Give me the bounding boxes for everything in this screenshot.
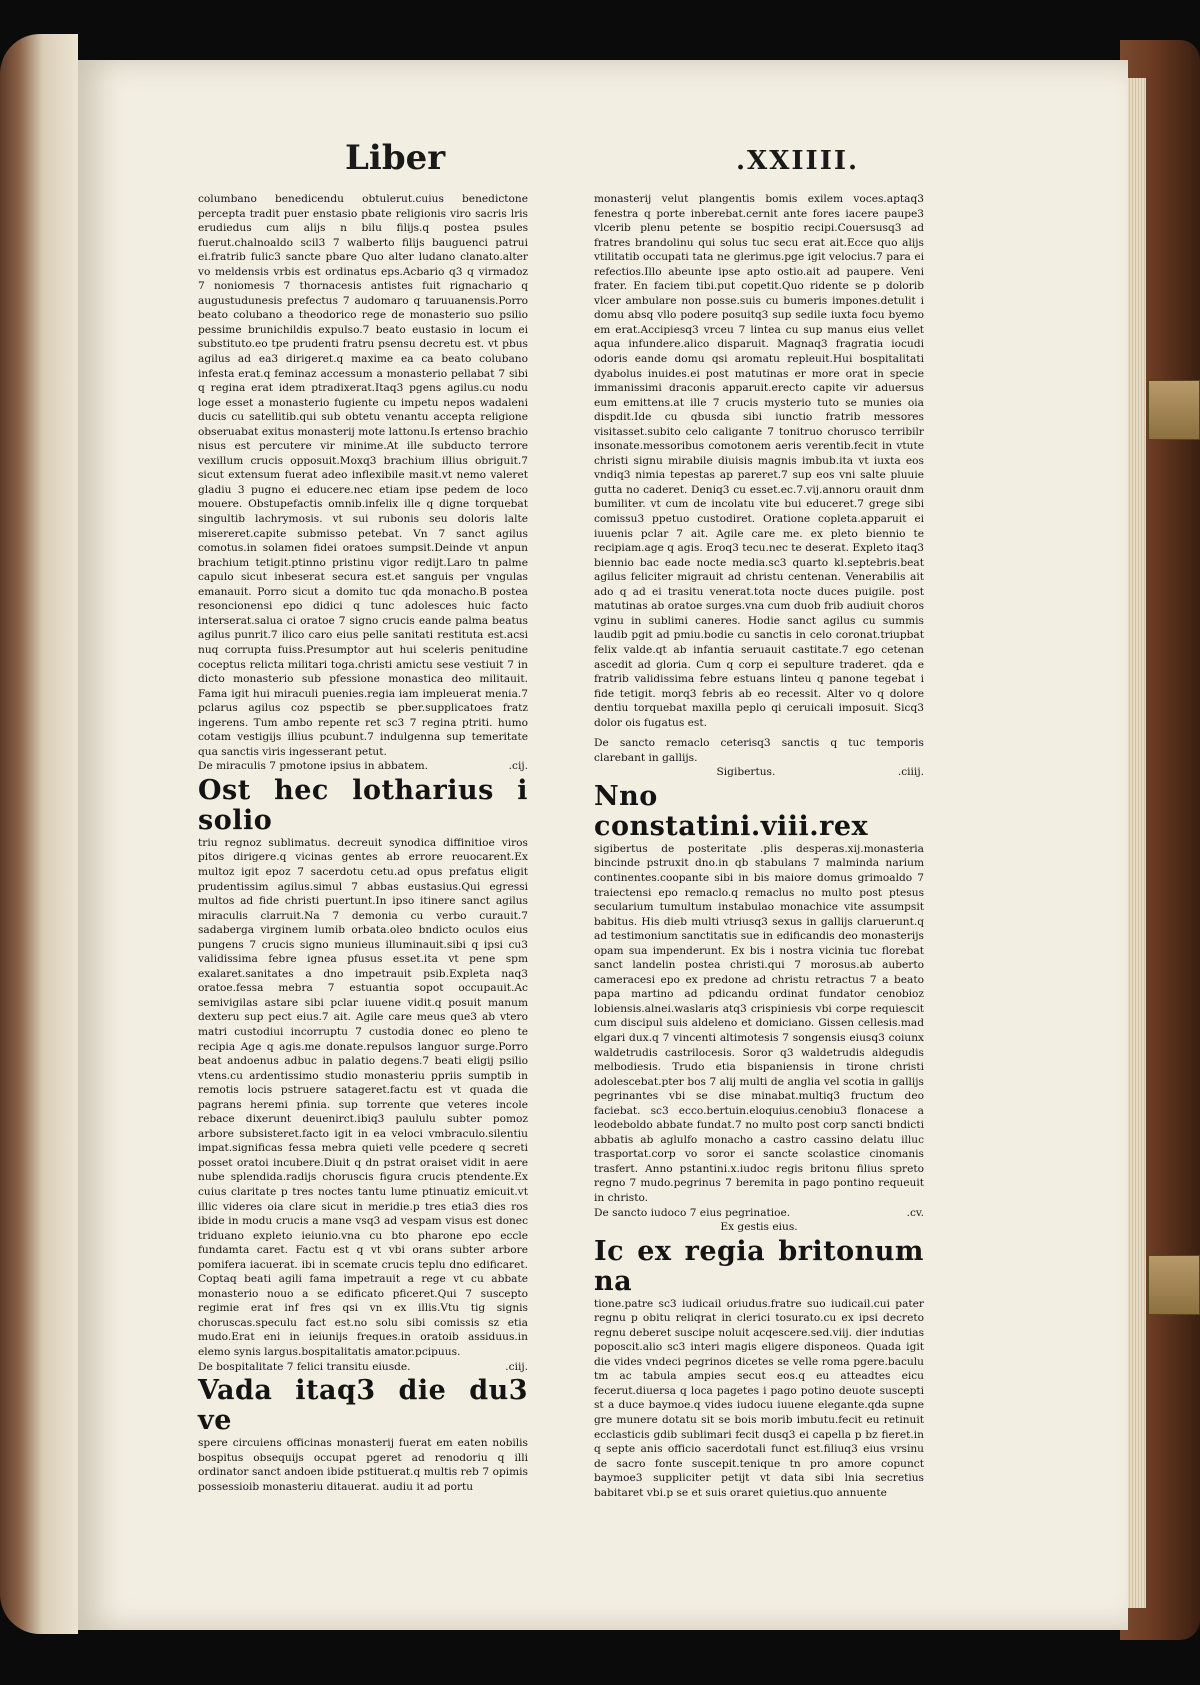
left-column: [198, 192, 528, 1494]
left-rubric-2: [198, 1360, 528, 1375]
right-heading-1: Nno constatini.viii.rex: [594, 780, 869, 842]
book-clasp-lower: [1148, 1255, 1200, 1315]
right-paragraph-3: tione.patre sc3 iudicail oriudus.fratre suo iudicail.cui pater regnu p obitu reliqrat in clerici tosurato.cu ex ipsi decreto regnu deberet suscipe noluit acqescere.sed.viij. dier indutias poposcit.alio sc3 interi magis eligere disponeos. Quada igit die vides vndeci pegrinos dicetes se velle roma pgere.baculu tm ac tabula ampies secut eos.q eu atteadtes eicu fecerut.diuersa q loca pagetes i pago potino deuote suscepti st a duce baymoe.q vides iudocu iuuene elegante.qda supne gre munere dotatu sit se bois morib imbutu.fecit eu retinuit ecclasticis gdib sublimari fecit dusq3 ei capella p bz fieret.in q septe anis officio sacerdotali funct est.filiuq3 eius vrsinu de sacro fonte suscepit.tenique tn pro amore copunct baymoe3 suppliciter petijt vt data sibi lnia secretius babitaret vbi.p se et suis oraret quietius.quo annuente: [594, 1297, 924, 1499]
right-rubric-2: [594, 1206, 924, 1221]
right-heading-2: Ic ex regia britonum na: [594, 1235, 924, 1297]
right-rubric-1-number: .ciiij.: [897, 766, 924, 779]
right-rubric-1-sub: Sigibertus.: [716, 766, 776, 779]
left-paragraph-1: columbano benedicendu obtulerut.cuius benedictone percepta tradit puer enstasio pbate religionis viro sacris lris erudiedus cum alijs n bilu filijs.q postea psules fuerut.chalnoaldo scil3 7 walberto filijs bauguenci patrui ei.fratrib fulic3 sancte pbare Quo alter ludano clanato.alter vo meldensis vrbis est ordinatus eps.Acbario q3 q virmadoz 7 noniomesis 7 thornacesis antistes fuit rignachario q augustudunesis prefectus 7 audomaro q taruuanensis.Porro beato colubano a theodorico rege de monasterio suo psilio pessime brunichildis expulso.7 beato eustasio in locum ei substituto.eo tpe prudenti fratru psensu decretu est. vt pbus agilus ad ea3 dirigeret.q maxime ea ca beato colubano infesta erat.q feminaz accessum a monasterio pellabat 7 sibi q regina erat idem ptradixerat.Itaq3 pgens agilus.cu nodu loge esset a monasterio fugiente cu impetu nepos wadaleni ducis cu satellitib.qui sub obtetu venantu accepta religione obseruabat exitus monasterij mote lattonu.Is ertenso brachio nisus est percutere vir minime.At ille subducto terrore vexillum crucis opposuit.Moxq3 brachium illius obriguit.7 sicut extensum fuerat adeo inflexibile masit.vt nemo valeret gladiu 3 pugno ei educere.nec etiam ipse pedem de loco mouere. Obstupefactis omnib.infelix ille q digne torquebat singultib lachrymosis. vt sui rubonis seu doloris lalte misereret.capite submisso petebat. Vn 7 sanct agilus comotus.in solamen fidei oratoes sumpsit.Deinde vt anpun brachium tetigit.ptinno pristinu vigor redijt.Laro tn palme capulo sicut inbeserat secura est.et sanguis per vngulas emanauit. Porro sicut a domito tuc qda monacho.B postea resoncionensi epo didici q tunc adolesces huic facto interserat.salua ci oratoe 7 signo crucis eande palma beatus agilus punrit.7 ilico caro eius pelle sanitati restituta est.acsi nuq corrupta fuiss.Presumptor aut hui sceleris penitudine coceptus relicta militari toga.christi amictu sese vestiuit 7 in dicto monasterio sub pfessione monastica deo militauit. Fama igit hui miraculi puenies.regia iam impleuerat menia.7 pclarus agilus coz pspectib se pber.supplicatoes fratz ingerens. Tum ambo repente ret sc3 7 regina ptriti. humo cotam vestigijs illius pcubunt.7 indulgenna sup temeritate qua sanctis viris ingesserant petut.: [198, 193, 528, 758]
left-rubric-1-text: De miraculis 7 pmotone ipsius in abbatem.: [198, 760, 429, 773]
left-paragraph-3: spere circuiens officinas monasterij fuerat em eaten nobilis bospitus obsequijs occupat pgeret ad renodoriu q illi ordinator sanct andoen ibide pstituerat.q multis reb 7 opimis possessioib monasteriu ditauerat. audiu it ad portu: [198, 1437, 528, 1493]
right-rubric-2-text: De sancto iudoco 7 eius pegrinatioe.: [594, 1206, 791, 1219]
right-rubric-2-number: .cv.: [906, 1206, 924, 1219]
book-left-edge: [0, 34, 78, 1634]
left-rubric-2-number: .ciij.: [505, 1360, 528, 1373]
right-rubric-2-line: [594, 1220, 924, 1235]
book-clasp-upper: [1148, 380, 1200, 440]
right-paragraph-2: sigibertus de posteritate .plis desperas.xij.monasteria bincinde pstruxit dno.in qb stabulans 7 malminda narium continentes.coopante sibi in bis maiore domus grimoaldo 7 traiectensi epo remaclo.q remaclus no multo post ptesus secularium tumultum instabulao monachice vite assumpsit babitus. His dieb multi vtriusq3 sexus in gallijs claruerunt.q ad testimonium sanctitatis sue in edificandis deo monasterijs opam sua impenderunt. Ex bis i nostra vicinia tuc florebat sanct landelin postea christi.qui 7 morosus.ab auberto cameracesi epo ex predone ad christu retractus 7 a beato papa martino ad pdicandu ordinat fundator cenobioz lobiensis.alnei.waslaris atq3 crispiniesis vbi corpe requiescit cum discipul suis aldeleno et domiciano. Gissen cellesis.mad elgari dux.q 7 vincenti altimotesis 7 songensis eiusq3 coiunx waldetrudis castrilocesis. Soror q3 waldetrudis aldegudis melbodiesis. Trudo etia bispaniensis in tirone christi adolescebat.pter bos 7 alij multi de anglia vel scotia in gallijs pegrinantes vbi se dise minabat.multiq3 fructum deo faciebat. sc3 ecco.bertuin.eloquius.cenobiu3 flonacese a leodeboldo abbate fundat.7 no multo post corp sancti bndicti abbatis ab aglulfo monacho a castro cassino delatu illuc trasportat.corp vo soror ei sancte scolastice cinomanis trasfert. Anno pstantini.x.iudoc regis britonu filius spreto regno 7 mudo.pegrinus 7 beremita in pago pontino requeuit in christo.: [594, 842, 924, 1204]
right-column: [594, 192, 924, 1500]
running-head-folio: .XXIIII.: [736, 146, 860, 176]
left-heading-1: Ost hec lotharius i solio: [198, 774, 528, 836]
left-rubric-1: [198, 759, 528, 774]
right-paragraph-1: monasterij velut plangentis bomis exilem voces.aptaq3 fenestra q porte inberebat.cernit ante fores iacere paupe3 vlcerib plenu petente se bospitio recipi.Couersusq3 ad fratres brandolinu qui solus tuc secu erat ait.Ecce quo alijs vtilitatib occupati tata ne glerimus.pge igit velocius.7 para ei refectios.Illo abeunte ipse apto ostio.ait ad paupere. Veni frater. En faciem tibi.put copetit.Quo ridente se p dolorib vlcer ambulare non posse.suis cu bumeris impones.detulit i domu absq vllo podere posuitq3 sup sedile iuxta focu byemo em erat.Accipiesq3 vrceu 7 lintea cu sup manus eius vellet aqua infundere.alico disparuit. Magnaq3 fragratia iocudi odoris eande domu qsi aromatu repleuit.Hui bospitalitati dyabolus inuides.ei post matutinas er more orat in specie immanissimi draconis apparuit.erecto capite vir aduersus eum emittens.at ille 7 crucis mysterio tuto se munies oia dispdit.Ide cu qbusda sibi iunctio fratrib messores visitasset.subito celo caligante 7 tonitruo chorusco terribilr insonate.messoribus comotonem aeris verentib.fecit in vtute christi signu mirabile diuisis magnis imbub.ita vt iuxta eos vndiq3 nimia tepestas ap pareret.7 sup eos vni salte pluuie gutta no caderet. Deniq3 cu esset.ec.7.vij.annoru orauit dnm bumiliter. vt cum de incolatu vite bui educeret.7 grege sibi comissu3 ppetuo custodiret. Oratione copleta.apparuit ei iuuenis pclar 7 ait. Agile care me. ex pleto biennio te recipiam.age q agis. Eroq3 tecu.nec te deserat. Expleto itaq3 biennio bac eade nocte media.sc3 quarto kl.septebris.beat agilus feliciter migrauit ad christu centenan. Venerabilis ait ado q ad ei trasitu venerat.tota nocte duces puigile. post matutinas ab oratoe surges.vna cum duob frib audiuit choros vginu in sublimi caneres. Hodie sanct agilus cu summis laudib pgit ad pmiu.bodie cu sanctis in celo coronat.triupbat felix valde.qt ab infantia seruauit castitate.7 ego cetenan ascedit ad gloria. Cum q corp ei sepulture traderet. qda e fratrib validissima febre estuans linteu q panone tegebat i fide tetigit. morq3 febris ab eo recessit. Alter vo q dolore dentiu torquebat maxilla peplo qi ceruicali imposuit. Sicq3 dolor ois fugatus est.: [594, 193, 924, 729]
right-rubric-1-text: De sancto remaclo ceterisq3 sanctis q tuc temporis clarebant in gallijs.: [594, 737, 924, 764]
running-head-left: Liber: [345, 138, 446, 178]
left-heading-2: Vada itaq3 die du3 ve: [198, 1375, 528, 1437]
left-paragraph-2: triu regnoz sublimatus. decreuit synodica diffinitioe viros pitos dirigere.q vicinas gentes ab errore reuocarent.Ex multoz igit epoz 7 sacerdotu cetu.ad opus prefatus eligit prudentissim agilus.simul 7 abbas eustasius.Qui egressi multos ad fide christi puertunt.In ipso itinere sanct agilus miraculis clarruit.Na 7 demonia cu verbo curauit.7 sadaberga virginem lumib orbata.oleo bndicto oculos eius pungens 7 crucis signo munieus illuminauit.sibi q ipsi cu3 validissima febre ignea pfusus esset.ita vt pene spm exalaret.sanitates a dno impetrauit psib.Expleta naq3 oratoe.fessa mebra 7 estuantia sopot occupauit.Ac semivigilas astare sibi pclar iuuene vidit.q posuit manum dexteru sup pect eius.7 ait. Agile care meus que3 ab vtero matri custodiui incorruptu 7 custodia donec eo pleno te recipia Age q agis.me donate.repulsos languor surge.Porro beat andoenus adbuc in palatio degens.7 beati eligij psilio vtens.cu ardentissimo studio monasteriu ppriis sumptib in remotis locis pstruere satageret.factu est vt quada die pagrans heremi pfinia. sup torrente que veteres incole rebace dixerunt deuenirct.ibiq3 paululu subter pomoz arbore subsisteret.facto igit in ea veloci vmbraculo.silentiu impat.significas fessa mebra quieti velle pcedere q secreti posset oratoi incubere.Diuit q dn pstrat oraiset vidit in aere nube splendida.radijs choruscis figura crucis ptendente.Ex cuius claritate p tres noctes tantu lume ptinuatiz emicuit.vt illic videres oia clare sicut in meridie.p tres etia3 dies ros ibide in modu crucis a mane vsq3 ad vespam visus est donec triduano expleto ieiunio.vna cu bto pharone epo eccle fundamta caret. Factu est q vt vbi orans subter arbore pomifera iacuerat. ibi in scemate crucis teplu dno edificaret. Coptaq beati agili fama impetrauit a rege vt cu abbate monasterio nouo a se edificato pficeret.Qui 7 suscepto regimie erat inf fres qsi vn ex illis.Vtu tig signis choruscas.speculu fact est.no solu sibi comissis sz etia mudo.Erat eni in ieiunijs freques.in oratoib assiduus.in elemo synis largus.bospitalitatis amator.pcipuus.: [198, 836, 528, 1359]
left-rubric-1-number: .cij.: [508, 760, 528, 773]
left-rubric-2-text: De bospitalitate 7 felici transitu eiusde.: [198, 1360, 411, 1373]
right-rubric-2-sub: Ex gestis eius.: [720, 1221, 798, 1234]
right-rubric-1-line: [594, 765, 924, 780]
